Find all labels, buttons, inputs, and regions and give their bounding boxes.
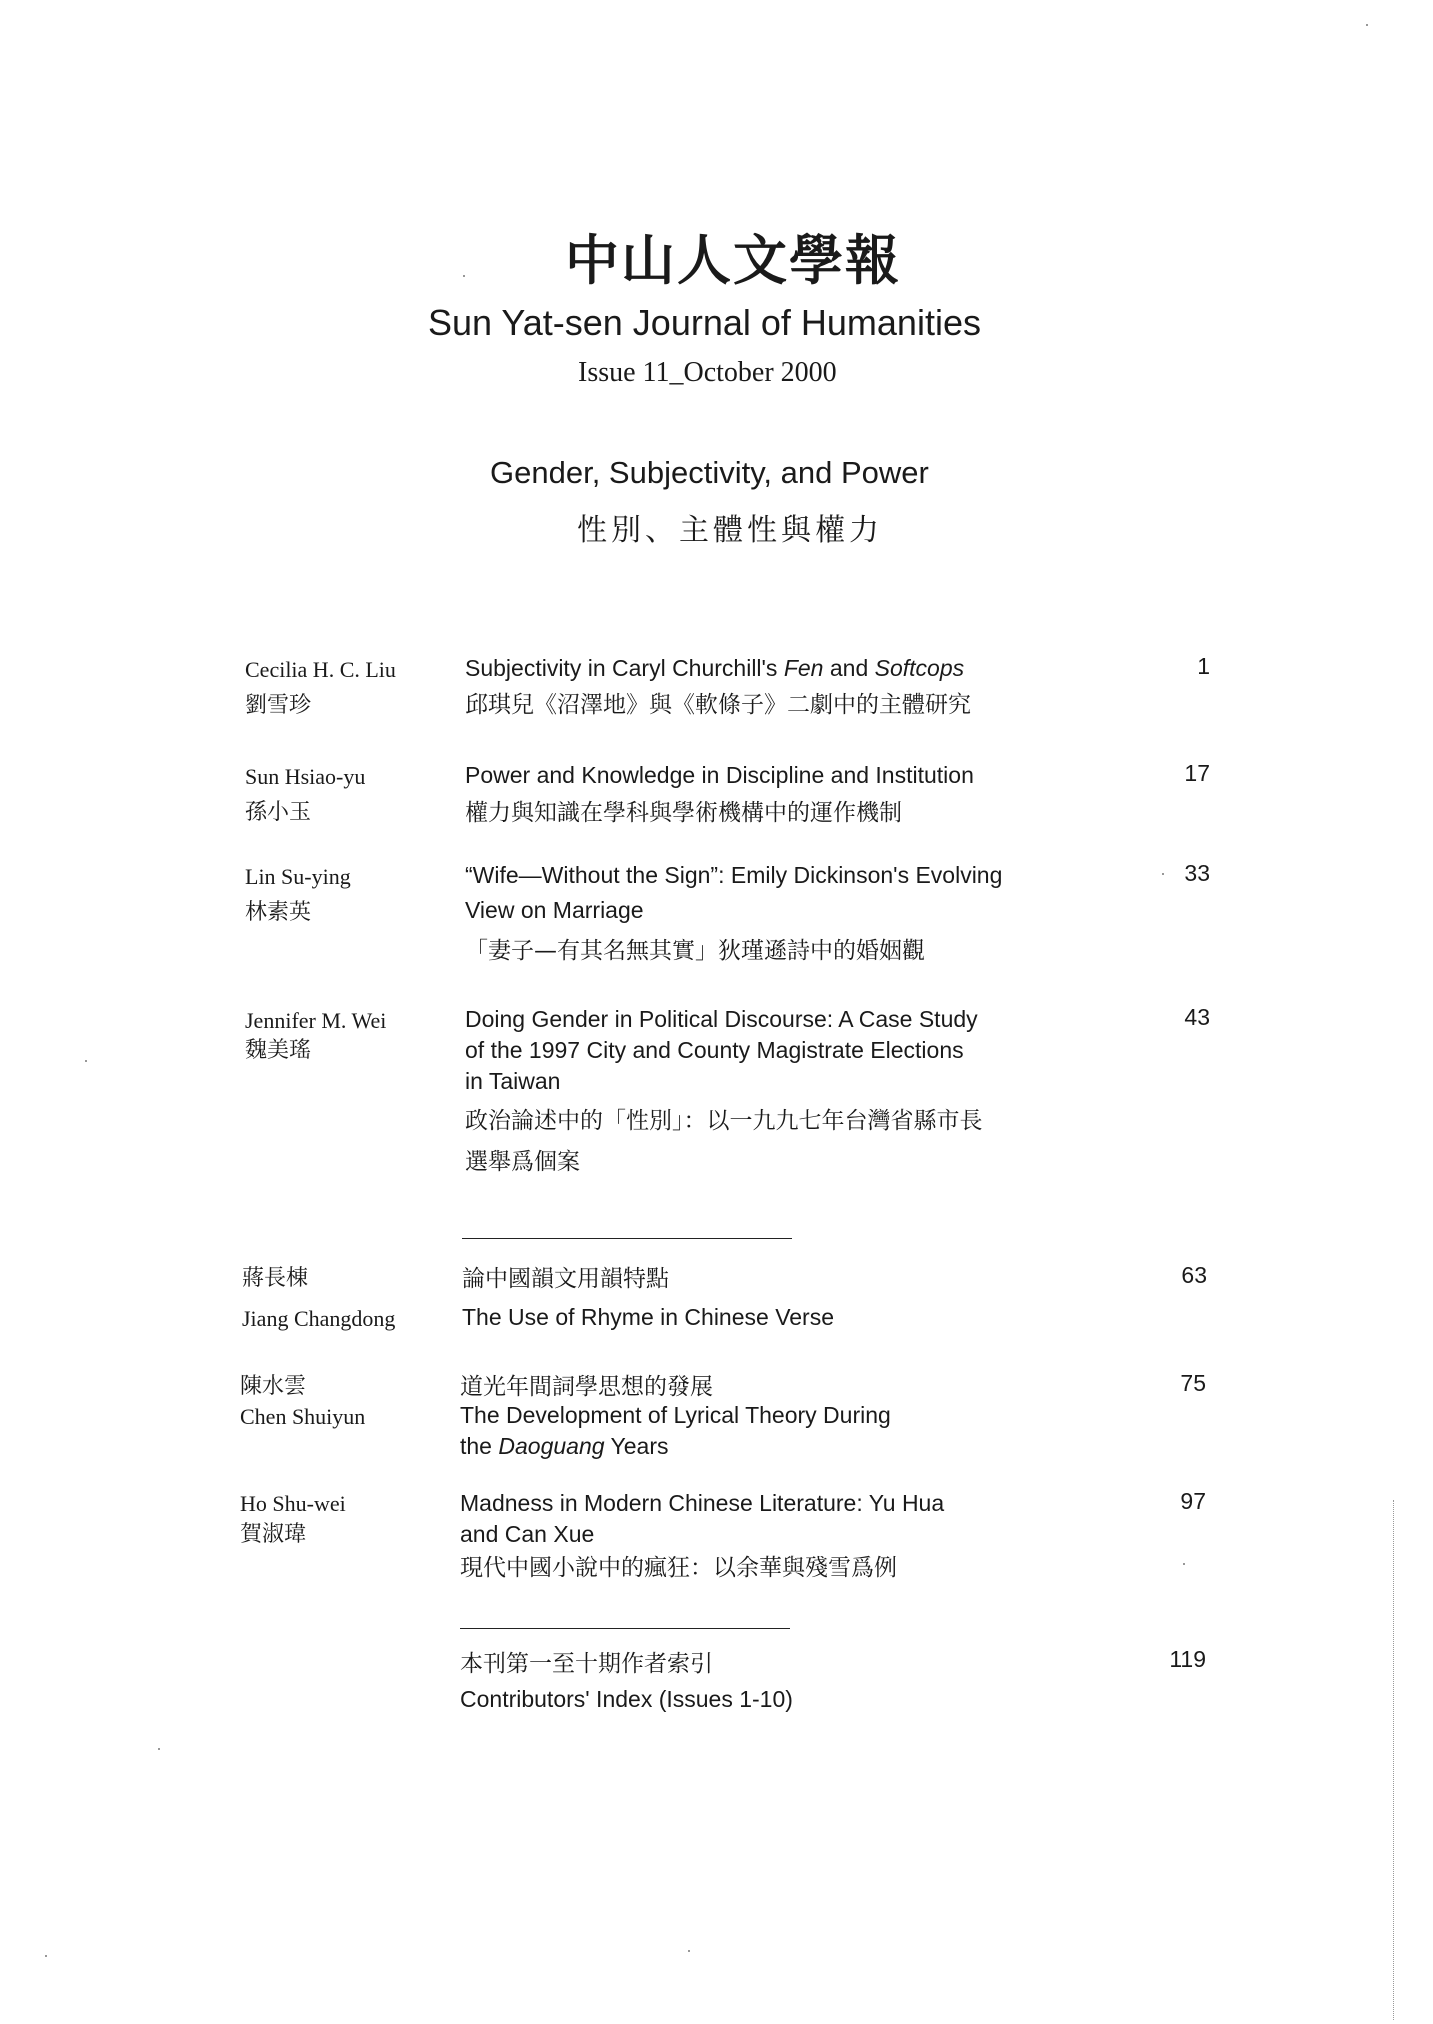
article-title-chinese: 「妻子—有其名無其實」狄瑾遜詩中的婚姻觀 xyxy=(465,938,925,964)
page-number: 1 xyxy=(1197,653,1210,679)
theme-title-chinese: 性別、主體性與權力 xyxy=(577,513,883,548)
author-name-chinese: 劉雪珍 xyxy=(245,693,312,718)
article-title-chinese: 道光年間詞學思想的發展 xyxy=(460,1374,713,1400)
page-number: 75 xyxy=(1180,1370,1206,1396)
author-name-chinese: 林素英 xyxy=(245,900,312,925)
author-name-chinese: 賀淑瑋 xyxy=(240,1522,307,1547)
author-name-chinese: 孫小玉 xyxy=(245,800,312,825)
page-number: 119 xyxy=(1169,1646,1206,1672)
theme-title-english: Gender, Subjectivity, and Power xyxy=(490,455,929,490)
scan-edge-line xyxy=(1393,1500,1394,2020)
section-divider xyxy=(460,1628,790,1629)
article-title-english-line2: and Can Xue xyxy=(460,1521,595,1547)
article-title-english-line1: Madness in Modern Chinese Literature: Yu Hua xyxy=(460,1490,945,1516)
scan-speck xyxy=(1162,873,1164,875)
issue-line: Issue 11_October 2000 xyxy=(578,357,837,388)
scan-speck xyxy=(158,1748,160,1750)
article-title-english-line2: the Daoguang Years xyxy=(460,1433,669,1459)
scan-speck xyxy=(1183,1563,1185,1565)
page-number: 17 xyxy=(1184,760,1210,786)
article-title-english-line1: The Development of Lyrical Theory During xyxy=(460,1402,891,1428)
author-name-english: Ho Shu-wei xyxy=(240,1491,346,1516)
journal-title-chinese: 中山人文學報 xyxy=(565,228,901,292)
page-number: 97 xyxy=(1180,1488,1206,1514)
author-name-english: Jiang Changdong xyxy=(242,1306,396,1331)
author-name-english: Chen Shuiyun xyxy=(240,1404,366,1429)
page-number: 33 xyxy=(1184,860,1210,886)
article-title-english-line2: View on Marriage xyxy=(465,897,644,923)
journal-title-english: Sun Yat-sen Journal of Humanities xyxy=(428,302,981,343)
index-title-chinese: 本刊第一至十期作者索引 xyxy=(460,1651,713,1677)
author-name-english: Lin Su-ying xyxy=(245,864,351,889)
scan-speck xyxy=(688,1950,690,1952)
author-name-chinese: 蔣長棟 xyxy=(242,1266,309,1291)
article-title-english: Power and Knowledge in Discipline and Institution xyxy=(465,762,974,788)
article-title-english: Subjectivity in Caryl Churchill's Fen and Softcops xyxy=(465,655,965,681)
article-title-english-line1: “Wife—Without the Sign”: Emily Dickinson's Evolving xyxy=(465,862,1003,888)
scan-speck xyxy=(85,1060,87,1062)
article-title-english-line2: of the 1997 City and County Magistrate Elections xyxy=(465,1037,964,1063)
article-title-english: The Use of Rhyme in Chinese Verse xyxy=(462,1304,835,1330)
scan-speck xyxy=(1366,24,1368,26)
author-name-english: Cecilia H. C. Liu xyxy=(245,657,396,682)
section-divider xyxy=(462,1238,792,1239)
article-title-chinese-line1: 政治論述中的「性別」：以一九九七年台灣省縣市長 xyxy=(465,1108,983,1134)
page-number: 63 xyxy=(1181,1262,1207,1288)
scan-speck xyxy=(45,1955,47,1957)
author-name-chinese: 陳水雲 xyxy=(240,1374,307,1399)
article-title-chinese: 論中國韻文用韻特點 xyxy=(462,1266,669,1292)
article-title-chinese-line2: 選舉爲個案 xyxy=(465,1149,580,1175)
article-title-chinese: 邱琪兒《沼澤地》與《軟條子》二劇中的主體研究 xyxy=(465,692,971,718)
author-name-chinese: 魏美瑤 xyxy=(245,1038,312,1063)
author-name-english: Sun Hsiao-yu xyxy=(245,764,366,789)
index-title-english: Contributors' Index (Issues 1-10) xyxy=(460,1686,793,1712)
author-name-english: Jennifer M. Wei xyxy=(245,1008,387,1033)
scan-speck xyxy=(463,275,465,277)
article-title-chinese: 現代中國小說中的瘋狂：以余華與殘雪爲例 xyxy=(460,1555,897,1581)
page-number: 43 xyxy=(1184,1004,1210,1030)
article-title-english-line1: Doing Gender in Political Discourse: A Case Study xyxy=(465,1006,978,1032)
article-title-chinese: 權力與知識在學科與學術機構中的運作機制 xyxy=(465,800,902,826)
article-title-english-line3: in Taiwan xyxy=(465,1068,561,1094)
